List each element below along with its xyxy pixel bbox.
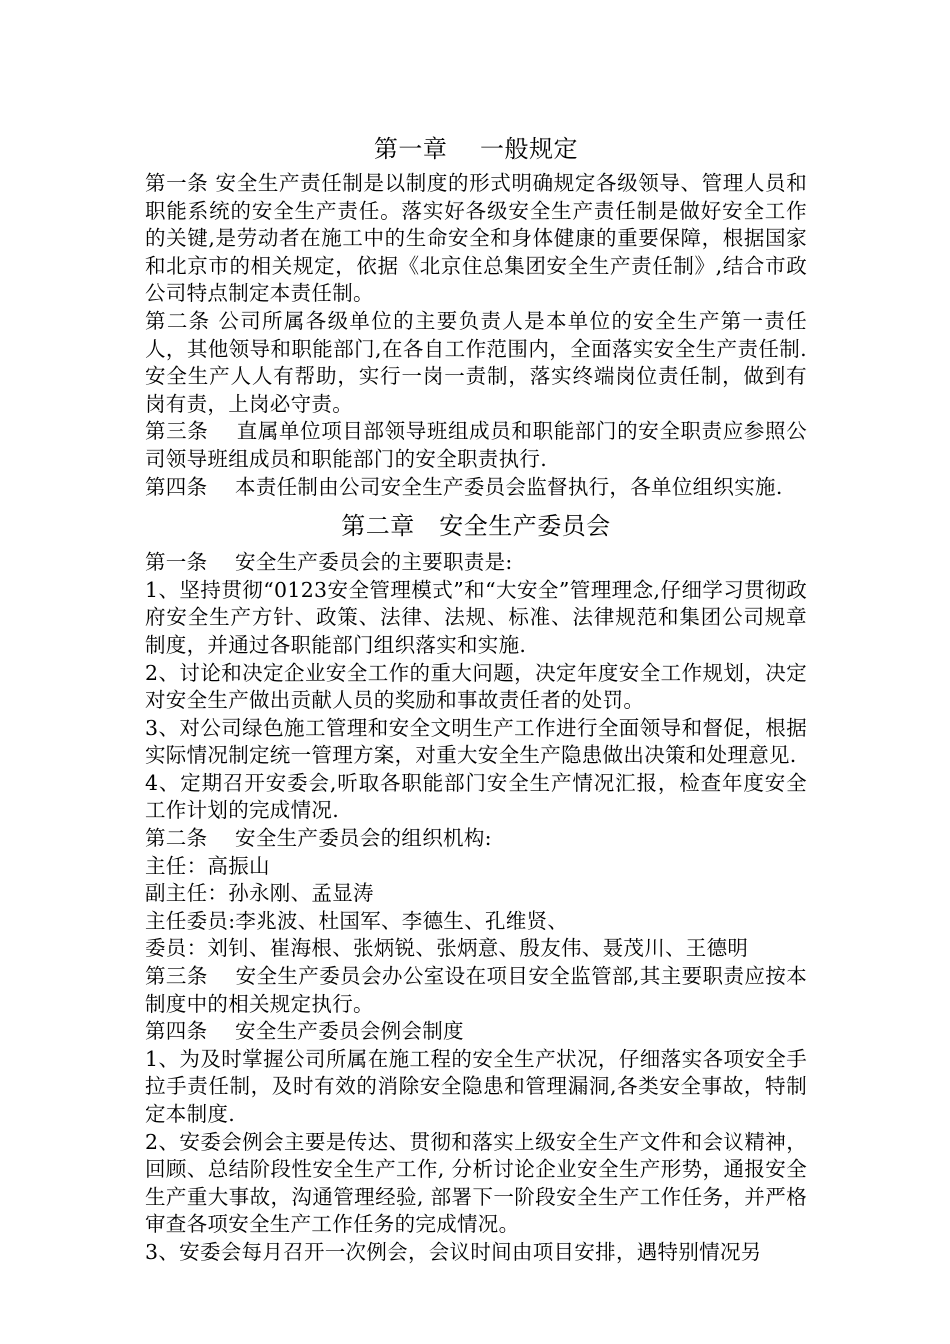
- chapter-1-title: 第一章 一般规定: [373, 135, 579, 163]
- committee-members: 委员：刘钊、崔海根、张炳锐、张炳意、殷友伟、聂茂川、王德明: [145, 936, 749, 961]
- committee-chief-members: 主任委员:李兆波、杜国军、李德生、孔维贤、: [145, 908, 569, 933]
- ch2-article-1: 第一条 安全生产委员会的主要职责是:: [145, 550, 513, 575]
- committee-deputy-director: 副主任：孙永刚、孟显涛: [145, 881, 374, 906]
- ch2-meeting-rule-2: 2、安委会例会主要是传达、贯彻和落实上级安全生产文件和会议精神，回顾、总结阶段性安全生产工作, 分析讨论企业安全生产形势，通报安全生产重大事故，沟通管理经验, 部署下一阶段安全生产工作任务，并严格审查各项安全生产工作任务的完成情况。: [145, 1129, 807, 1237]
- ch2-meeting-rule-3: 3、安委会每月召开一次例会，会议时间由项目安排，遇特别情况另: [145, 1239, 762, 1264]
- ch1-article-3: 第三条 直属单位项目部领导班组成员和职能部门的安全职责应参照公司领导班组成员和职能部门的安全职责执行.: [145, 419, 807, 471]
- chapter-2-title: 第二章 安全生产委员会: [341, 512, 611, 541]
- ch2-duty-4: 4、定期召开安委会,听取各职能部门安全生产情况汇报，检查年度安全工作计划的完成情况.: [145, 770, 807, 823]
- ch2-duty-1: 1、坚持贯彻“0123安全管理模式”和“大安全”管理理念,仔细学习贯彻政府安全生产方针、政策、法律、法规、标准、法律规范和集团公司规章制度，并通过各职能部门组织落实和实施.: [145, 577, 807, 657]
- ch1-article-1: 第一条 安全生产责任制是以制度的形式明确规定各级领导、管理人员和职能系统的安全生产责任。落实好各级安全生产责任制是做好安全工作的关键,是劳动者在施工中的生命安全和身体健康的重要保障，根据国家和北京市的相关规定，依据《北京住总集团安全生产责任制》,结合市政公司特点制定本责任制。: [145, 171, 807, 306]
- ch2-article-4: 第四条 安全生产委员会例会制度: [145, 1019, 464, 1044]
- ch1-article-2: 第二条 公司所属各级单位的主要负责人是本单位的安全生产第一责任人，其他领导和职能部门,在各自工作范围内，全面落实安全生产责任制.安全生产人人有帮助，实行一岗一责制，落实终端岗位责任制，做到有岗有责，上岗必守责。: [145, 308, 807, 416]
- ch2-duty-3: 3、对公司绿色施工管理和安全文明生产工作进行全面领导和督促，根据实际情况制定统一管理方案，对重大安全生产隐患做出决策和处理意见.: [145, 715, 807, 768]
- ch1-article-4: 第四条 本责任制由公司安全生产委员会监督执行，各单位组织实施.: [145, 474, 783, 499]
- ch2-meeting-rule-1: 1、为及时掌握公司所属在施工程的安全生产状况，仔细落实各项安全手拉手责任制，及时有效的消除安全隐患和管理漏洞,各类安全事故，特制定本制度.: [145, 1046, 807, 1126]
- document-body: [145, 130, 807, 1267]
- committee-director: 主任：高振山: [145, 853, 270, 878]
- ch2-article-3: 第三条 安全生产委员会办公室设在项目安全监管部,其主要职责应按本制度中的相关规定执行。: [145, 964, 807, 1016]
- ch2-article-2: 第二条 安全生产委员会的组织机构:: [145, 826, 492, 851]
- ch2-duty-2: 2、讨论和决定企业安全工作的重大问题，决定年度安全工作规划，决定对安全生产做出贡献人员的奖励和事故责任者的处罚。: [145, 660, 807, 713]
